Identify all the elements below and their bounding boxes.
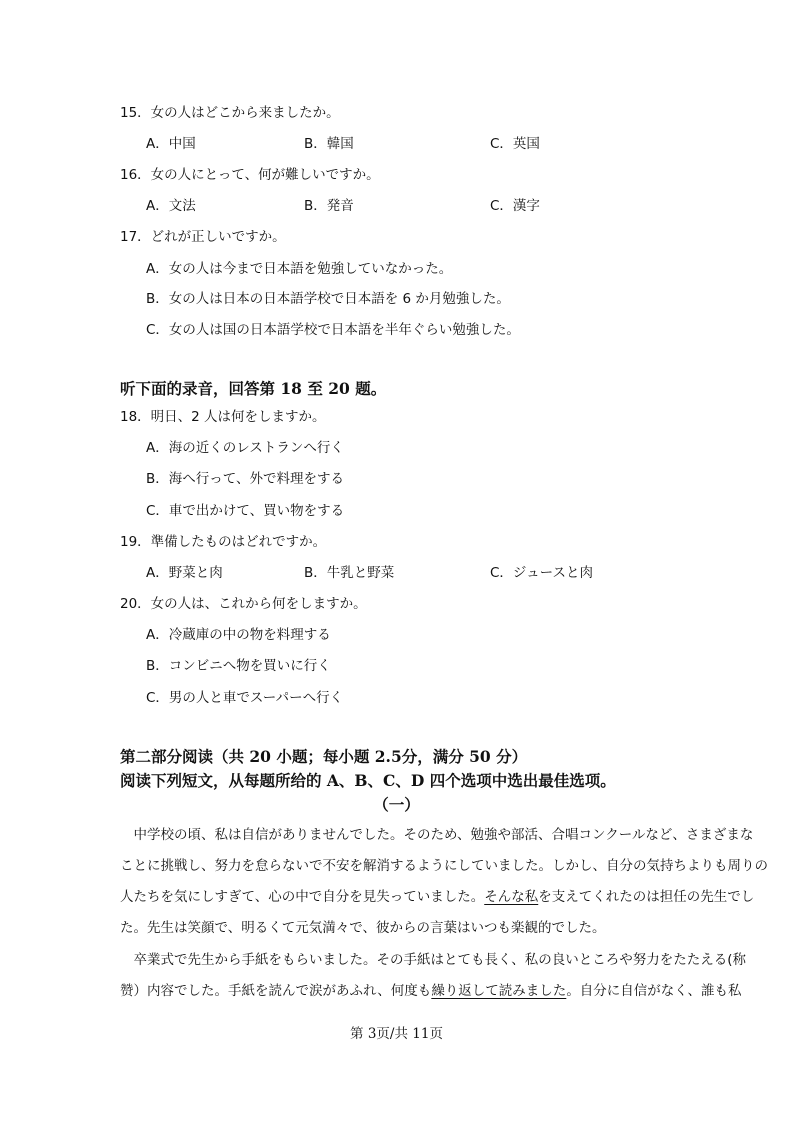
q16-option-b: B．発音 bbox=[304, 198, 354, 214]
passage-text: 赞）内容でした。手紙を読んで涙があふれ、何度も bbox=[120, 983, 432, 999]
q15-option-b: B．韓国 bbox=[304, 136, 354, 152]
page-footer: 第 3页/共 11页 bbox=[350, 1026, 443, 1042]
question-19: 19．準備したものはどれですか。 bbox=[120, 534, 327, 550]
q18-option-a: A．海の近くのレストランへ行く bbox=[146, 440, 344, 456]
passage-title: （一） bbox=[373, 795, 420, 814]
question-17: 17．どれが正しいですか。 bbox=[120, 229, 286, 245]
q20-option-c: C．男の人と車でスーパーへ行く bbox=[146, 690, 344, 706]
question-20: 20．女の人は、これから何をしますか。 bbox=[120, 596, 367, 612]
q17-option-b: B．女の人は日本の日本語学校で日本語を 6 か月勉強した。 bbox=[146, 291, 510, 307]
q17-option-c: C．女の人は国の日本語学校で日本語を半年ぐらい勉強した。 bbox=[146, 322, 520, 338]
passage-text: 人たちを気にしすぎて、心の中で自分を見失っていました。 bbox=[120, 889, 485, 905]
q16-option-c: C．漢字 bbox=[490, 198, 540, 214]
passage-line: ことに挑戦し、努力を怠らないで不安を解消するようにしていました。しかし、自分の気持ちよりも周りの bbox=[120, 858, 768, 874]
passage-line bbox=[120, 982, 742, 1000]
q15-option-a: A．中国 bbox=[146, 136, 196, 152]
question-16: 16．女の人にとって、何が難しいですか。 bbox=[120, 167, 380, 183]
q19-option-c: C．ジュースと肉 bbox=[490, 565, 593, 581]
q17-option-a: A．女の人は今まで日本語を勉強していなかった。 bbox=[146, 261, 453, 277]
passage-line: 卒業式で先生から手紙をもらいました。その手紙はとても長く、私の良いところや努力をたたえる(称 bbox=[120, 952, 746, 968]
q15-option-c: C．英国 bbox=[490, 136, 540, 152]
q16-option-a: A．文法 bbox=[146, 198, 196, 214]
q18-option-c: C．車で出かけて、買い物をする bbox=[146, 503, 345, 519]
q18-option-b: B．海へ行って、外で料理をする bbox=[146, 471, 344, 487]
section-heading: 听下面的录音，回答第 18 至 20 题。 bbox=[120, 379, 387, 398]
underlined-phrase: そんな私 bbox=[484, 889, 539, 905]
question-15: 15．女の人はどこから来ましたか。 bbox=[120, 105, 340, 121]
passage-line: 中学校の頃、私は自信がありませんでした。そのため、勉強や部活、合唱コンクールなど、さまざまな bbox=[120, 827, 754, 843]
passage-text: を支えてくれたのは担任の先生でし bbox=[538, 889, 755, 905]
q19-option-b: B．牛乳と野菜 bbox=[304, 565, 395, 581]
passage-text: 。自分に自信がなく、誰も私 bbox=[566, 983, 742, 999]
passage-line bbox=[120, 888, 755, 906]
part2-instruction: 阅读下列短文，从每题所给的 A、B、C、D 四个选项中选出最佳选项。 bbox=[120, 771, 616, 790]
passage-line: た。先生は笑顔で、明るくて元気満々で、彼からの言葉はいつも楽観的でした。 bbox=[120, 920, 606, 936]
q19-option-a: A．野菜と肉 bbox=[146, 565, 223, 581]
underlined-phrase: 繰り返して読みました bbox=[431, 983, 567, 999]
q20-option-b: B．コンビニへ物を買いに行く bbox=[146, 658, 331, 674]
part2-heading: 第二部分阅读（共 20 小题；每小题 2.5分，满分 50 分） bbox=[120, 747, 528, 766]
question-18: 18．明日、2 人は何をしますか。 bbox=[120, 409, 326, 425]
q20-option-a: A．冷蔵庫の中の物を料理する bbox=[146, 627, 331, 643]
